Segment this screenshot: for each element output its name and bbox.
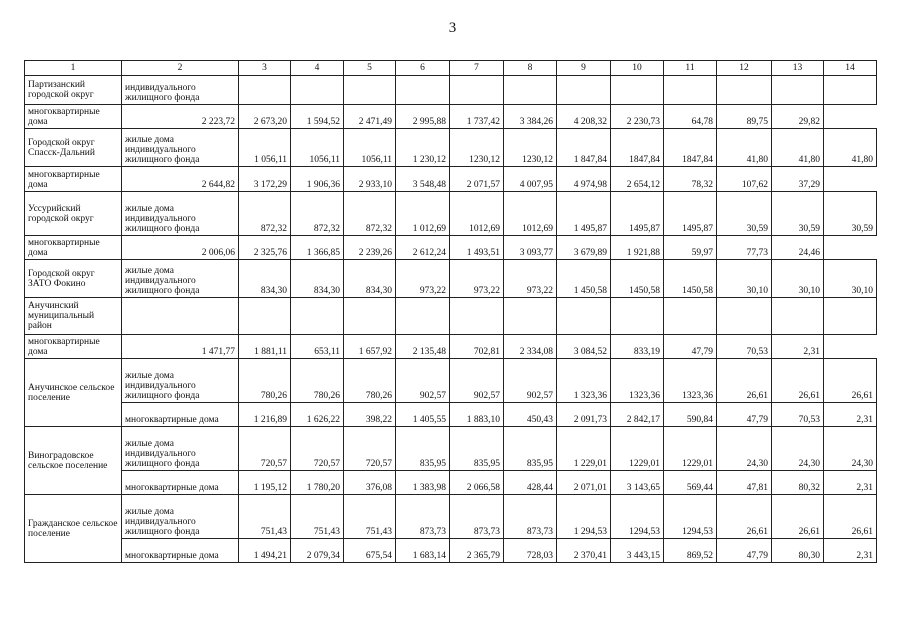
value-cell: 1 471,77 [122,335,239,359]
value-cell: 834,30 [291,260,344,298]
municipality-cell: Анучинское сельское поселение [25,359,122,427]
value-cell: 3 548,48 [396,167,450,192]
value-cell [450,76,504,105]
value-cell: 1 847,84 [557,129,611,167]
value-cell [450,298,504,335]
value-cell: 675,54 [344,539,396,563]
value-cell: 1 056,11 [239,129,291,167]
value-cell: 2 239,26 [344,236,396,260]
value-cell: 780,26 [291,359,344,403]
value-cell: 873,73 [504,495,557,539]
value-cell [664,76,717,105]
table-row [25,403,877,427]
value-cell: 1 195,12 [239,471,291,495]
value-cell: 2 842,17 [611,403,664,427]
table-row [25,427,877,471]
value-cell: 2,31 [824,539,877,563]
value-cell: 26,61 [824,495,877,539]
value-cell: 973,22 [396,260,450,298]
value-cell: 1 405,55 [396,403,450,427]
value-cell: 1294,53 [611,495,664,539]
value-cell: 1 657,92 [344,335,396,359]
table-row [25,76,877,105]
housing-type-cell: многоквартирные дома [122,539,239,563]
value-cell: 30,59 [772,192,824,236]
value-cell: 653,11 [291,335,344,359]
value-cell [824,76,877,105]
value-cell: 2,31 [824,471,877,495]
value-cell: 1450,58 [611,260,664,298]
value-cell: 78,32 [664,167,717,192]
value-cell: 80,30 [772,539,824,563]
value-cell: 1 495,87 [557,192,611,236]
value-cell: 77,73 [717,236,772,260]
value-cell: 1 494,21 [239,539,291,563]
value-cell: 1 230,12 [396,129,450,167]
value-cell: 26,61 [772,359,824,403]
table-row [25,167,877,192]
value-cell [504,76,557,105]
value-cell: 1 383,98 [396,471,450,495]
value-cell: 450,43 [504,403,557,427]
value-cell: 1847,84 [664,129,717,167]
value-cell [344,298,396,335]
value-cell: 24,30 [717,427,772,471]
housing-type-cell: многоквартирные дома [25,335,122,359]
value-cell: 89,75 [717,105,772,129]
value-cell: 47,81 [717,471,772,495]
value-cell: 30,59 [717,192,772,236]
municipality-cell: Городской округ ЗАТО Фокино [25,260,122,298]
value-cell: 1 229,01 [557,427,611,471]
value-cell: 720,57 [291,427,344,471]
value-cell [291,298,344,335]
column-number-cell: 5 [344,61,396,76]
value-cell [344,76,396,105]
value-cell: 1495,87 [664,192,717,236]
value-cell [557,76,611,105]
value-cell: 1 323,36 [557,359,611,403]
value-cell: 3 143,65 [611,471,664,495]
column-number-cell: 1 [25,61,122,76]
value-cell: 902,57 [504,359,557,403]
value-cell: 24,46 [772,236,824,260]
value-cell [396,298,450,335]
value-cell: 833,19 [611,335,664,359]
value-cell: 26,61 [717,359,772,403]
value-cell [611,298,664,335]
value-cell [504,298,557,335]
value-cell: 2 370,41 [557,539,611,563]
value-cell: 1 366,85 [291,236,344,260]
value-cell: 1230,12 [450,129,504,167]
value-cell: 902,57 [450,359,504,403]
value-cell: 702,81 [450,335,504,359]
value-cell: 398,22 [344,403,396,427]
table-row [25,359,877,403]
value-cell: 2 079,34 [291,539,344,563]
value-cell: 3 172,29 [239,167,291,192]
value-cell: 1 881,11 [239,335,291,359]
table-row [25,471,877,495]
value-cell: 1450,58 [664,260,717,298]
value-cell: 590,84 [664,403,717,427]
municipality-cell: Городской округ Спасск-Дальний [25,129,122,167]
table-row [25,260,877,298]
value-cell: 835,95 [450,427,504,471]
value-cell: 1 594,52 [291,105,344,129]
value-cell: 872,32 [239,192,291,236]
table-row [25,335,877,359]
housing-type-cell: многоквартирные дома [122,471,239,495]
housing-type-cell: многоквартирные дома [25,167,122,192]
value-cell: 30,59 [824,192,877,236]
value-cell: 834,30 [239,260,291,298]
value-cell: 2 071,57 [450,167,504,192]
column-number-cell: 12 [717,61,772,76]
value-cell: 1 012,69 [396,192,450,236]
value-cell: 872,32 [291,192,344,236]
value-cell: 47,79 [717,403,772,427]
table-body [25,61,877,563]
value-cell: 4 208,32 [557,105,611,129]
value-cell: 1230,12 [504,129,557,167]
value-cell: 41,80 [772,129,824,167]
value-cell: 728,03 [504,539,557,563]
value-cell: 751,43 [291,495,344,539]
value-cell: 973,22 [450,260,504,298]
value-cell: 4 007,95 [504,167,557,192]
value-cell: 26,61 [824,359,877,403]
value-cell: 29,82 [772,105,824,129]
value-cell [396,76,450,105]
value-cell: 30,10 [824,260,877,298]
value-cell: 376,08 [344,471,396,495]
column-number-cell: 11 [664,61,717,76]
table-row [25,105,877,129]
table-row [25,298,877,335]
housing-type-cell: жилые дома индивидуального жилищного фонда [122,260,239,298]
value-cell: 1323,36 [664,359,717,403]
value-cell: 1 883,10 [450,403,504,427]
value-cell: 2 325,76 [239,236,291,260]
column-number-cell: 13 [772,61,824,76]
value-cell: 2 933,10 [344,167,396,192]
value-cell [717,76,772,105]
column-number-cell: 8 [504,61,557,76]
value-cell [717,298,772,335]
value-cell: 1 493,51 [450,236,504,260]
municipality-cell: Гражданское сельское поселение [25,495,122,563]
housing-type-cell [122,298,239,335]
value-cell: 1229,01 [664,427,717,471]
page-number: 3 [448,20,457,36]
housing-type-cell: жилые дома индивидуального жилищного фонда [122,427,239,471]
value-cell: 80,32 [772,471,824,495]
value-cell: 2 471,49 [344,105,396,129]
value-cell: 1229,01 [611,427,664,471]
value-cell: 2 223,72 [122,105,239,129]
value-cell: 4 974,98 [557,167,611,192]
table-row [25,539,877,563]
value-cell [239,76,291,105]
value-cell: 720,57 [344,427,396,471]
housing-type-cell: индивидуального жилищного фонда [122,76,239,105]
value-cell: 1 780,20 [291,471,344,495]
value-cell: 869,52 [664,539,717,563]
value-cell: 1294,53 [664,495,717,539]
value-cell: 2 365,79 [450,539,504,563]
tariff-table [24,60,877,563]
column-number-cell: 4 [291,61,344,76]
value-cell: 2,31 [824,403,877,427]
column-number-cell: 7 [450,61,504,76]
value-cell [824,298,877,335]
value-cell: 70,53 [772,403,824,427]
value-cell: 2 006,06 [122,236,239,260]
value-cell: 2 066,58 [450,471,504,495]
value-cell: 70,53 [717,335,772,359]
column-number-cell: 10 [611,61,664,76]
value-cell: 751,43 [344,495,396,539]
value-cell [772,76,824,105]
value-cell: 2 612,24 [396,236,450,260]
value-cell: 1495,87 [611,192,664,236]
housing-type-cell: многоквартирные дома [122,403,239,427]
value-cell: 26,61 [717,495,772,539]
value-cell: 751,43 [239,495,291,539]
value-cell: 2 230,73 [611,105,664,129]
housing-type-cell: жилые дома индивидуального жилищного фонда [122,495,239,539]
value-cell: 780,26 [344,359,396,403]
value-cell: 3 679,89 [557,236,611,260]
value-cell: 2 644,82 [122,167,239,192]
value-cell: 47,79 [664,335,717,359]
value-cell: 30,10 [772,260,824,298]
table-row [25,192,877,236]
value-cell: 2 995,88 [396,105,450,129]
column-number-cell: 6 [396,61,450,76]
housing-type-cell: жилые дома индивидуального жилищного фонда [122,359,239,403]
municipality-cell: Уссурийский городской округ [25,192,122,236]
value-cell: 41,80 [824,129,877,167]
value-cell: 973,22 [504,260,557,298]
value-cell: 428,44 [504,471,557,495]
value-cell: 37,29 [772,167,824,192]
value-cell: 1 216,89 [239,403,291,427]
value-cell: 1012,69 [504,192,557,236]
column-number-cell: 9 [557,61,611,76]
value-cell: 2 135,48 [396,335,450,359]
column-number-row [25,61,877,76]
value-cell: 1056,11 [291,129,344,167]
value-cell: 2 334,08 [504,335,557,359]
value-cell [239,298,291,335]
value-cell: 835,95 [396,427,450,471]
value-cell: 59,97 [664,236,717,260]
value-cell: 26,61 [772,495,824,539]
municipality-cell: Партизанский городской округ [25,76,122,105]
value-cell: 835,95 [504,427,557,471]
value-cell: 24,30 [772,427,824,471]
value-cell: 107,62 [717,167,772,192]
value-cell: 24,30 [824,427,877,471]
column-number-cell: 2 [122,61,239,76]
table-row [25,129,877,167]
value-cell: 2 673,20 [239,105,291,129]
value-cell [611,76,664,105]
value-cell: 2 071,01 [557,471,611,495]
value-cell [291,76,344,105]
municipality-cell: Виноградовское сельское поселение [25,427,122,495]
table-row [25,495,877,539]
value-cell: 2 654,12 [611,167,664,192]
value-cell: 1847,84 [611,129,664,167]
value-cell: 3 084,52 [557,335,611,359]
value-cell [557,298,611,335]
value-cell: 1 906,36 [291,167,344,192]
housing-type-cell: жилые дома индивидуального жилищного фонда [122,129,239,167]
column-number-cell: 3 [239,61,291,76]
value-cell: 64,78 [664,105,717,129]
value-cell: 902,57 [396,359,450,403]
value-cell: 1 921,88 [611,236,664,260]
value-cell: 1 737,42 [450,105,504,129]
value-cell: 1323,36 [611,359,664,403]
housing-type-cell: многоквартирные дома [25,236,122,260]
housing-type-cell: жилые дома индивидуального жилищного фонда [122,192,239,236]
value-cell: 834,30 [344,260,396,298]
column-number-cell: 14 [824,61,877,76]
value-cell: 780,26 [239,359,291,403]
value-cell: 873,73 [450,495,504,539]
value-cell: 3 093,77 [504,236,557,260]
value-cell [772,298,824,335]
value-cell: 872,32 [344,192,396,236]
value-cell: 2,31 [772,335,824,359]
value-cell: 569,44 [664,471,717,495]
value-cell: 3 384,26 [504,105,557,129]
value-cell: 41,80 [717,129,772,167]
housing-type-cell: многоквартирные дома [25,105,122,129]
value-cell: 47,79 [717,539,772,563]
value-cell: 720,57 [239,427,291,471]
value-cell: 1 683,14 [396,539,450,563]
table-row [25,236,877,260]
value-cell: 1012,69 [450,192,504,236]
value-cell [664,298,717,335]
value-cell: 1 626,22 [291,403,344,427]
value-cell: 873,73 [396,495,450,539]
value-cell: 1 450,58 [557,260,611,298]
value-cell: 1056,11 [344,129,396,167]
value-cell: 3 443,15 [611,539,664,563]
value-cell: 2 091,73 [557,403,611,427]
value-cell: 30,10 [717,260,772,298]
municipality-cell: Анучинский муниципальный район [25,298,122,335]
value-cell: 1 294,53 [557,495,611,539]
